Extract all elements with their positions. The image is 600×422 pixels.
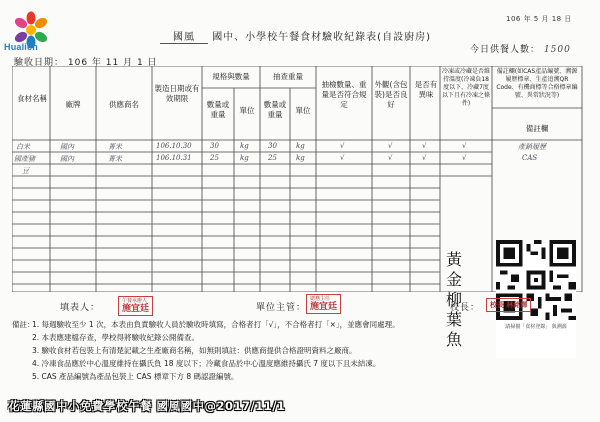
row2-supplier: 菁米 [108, 155, 122, 163]
col-header-notes-short: 備註欄 [525, 124, 549, 133]
fish-name: 黃金柳葉魚 [445, 250, 462, 349]
principal-label: 校長： [450, 303, 481, 313]
col-header-package: 外觀(含包裝)是否良好 [374, 80, 408, 109]
row2-temp: √ [462, 154, 467, 162]
row1-unit: kg [240, 142, 249, 150]
col-header-abnormal: 是否有異味 [414, 80, 438, 99]
row1-supplier: 菁米 [108, 143, 122, 151]
notes-block [12, 318, 592, 383]
photo-caption: 花蓮縣國中小免費學校午餐 國風國中@2017/11/1 [8, 399, 286, 413]
note-item: 5. CAS 產品編號為產品包裝上 CAS 標章下方 8 碼認證編號。 [32, 372, 239, 381]
col-header-check-unit: 單位 [295, 106, 311, 115]
row2-note: CAS [522, 154, 538, 162]
supply-count [470, 42, 571, 55]
title-text: 國中、小學校午餐食材驗收紀錄表(自設廚房) [212, 32, 431, 43]
col-header-temp: 冷凍或冷藏是否維持溫度(冷凍負18度以下，冷藏7度以下且有冷凍之條件) [442, 68, 491, 107]
supply-count-value: 1500 [543, 45, 571, 55]
row2-check-unit: kg [296, 154, 305, 162]
row1-amount: 30 [210, 142, 219, 150]
row2-mfg: 106.10.31 [156, 154, 192, 162]
row1-note: 產銷履歷 [518, 143, 546, 151]
note-item: 2. 本表應建檔存查，學校得將驗收紀錄公開備查。 [32, 333, 200, 342]
col-header-mfg: 製造日期或有效期限 [154, 84, 200, 103]
col-header-name: 食材名稱 [17, 94, 47, 103]
row2-brand: 國內 [60, 155, 74, 163]
col-header-notes: 備註欄(如CAS產品編號、溯源履歷標章、生產追溯QR Code、有機商標等合格標章編號、異常狀況等) [496, 68, 578, 99]
unit-stamp-top: 總務主任 [310, 296, 331, 302]
logo-text: Hualien [4, 42, 38, 52]
note-item: 4. 冷凍食品應於中心溫度維持在攝氏負 18 度以下；冷藏食品於中心溫度應維持攝氏 7 度以下且未結凍。 [32, 359, 381, 368]
filler-stamp-top: 午餐承辦人 [122, 298, 148, 304]
row2-name: 國產豬 [14, 155, 35, 163]
principal-stamp: 校長 林銘輝 [486, 298, 531, 312]
inspect-date-label: 驗收日期： [14, 58, 65, 68]
row1-brand: 國內 [60, 143, 74, 151]
row3-name: 豆 [22, 167, 29, 175]
unit-stamp-name: 施宜廷 [310, 302, 338, 312]
col-header-spec-amount: 數量或重量 [206, 100, 230, 119]
unit-stamp [306, 294, 341, 314]
filler-label: 填表人： [60, 303, 101, 313]
notes-label: 備註： [12, 320, 35, 329]
row2-abnormal: √ [422, 154, 427, 162]
col-header-conform: 抽檢數量、重量是否符合規定 [321, 80, 367, 109]
row2-check-amount: 25 [268, 154, 277, 162]
unit-label: 單位主管： [256, 303, 307, 313]
row2-conform: √ [340, 154, 345, 162]
supply-count-label: 今日供餐人數： [470, 45, 541, 55]
col-header-check-group: 抽查重量 [273, 72, 303, 81]
row2-amount: 25 [210, 154, 219, 162]
row1-conform: √ [340, 142, 345, 150]
filler-stamp [118, 296, 153, 316]
qr-note: 請掃描「食材登錄」 與溯源 [505, 324, 567, 330]
col-header-supplier: 供應商名 [109, 100, 139, 109]
col-header-spec-unit: 單位 [239, 106, 255, 115]
form-title [160, 28, 431, 44]
row2-package: √ [388, 154, 393, 162]
row1-temp: √ [462, 142, 467, 150]
row2-unit: kg [240, 154, 249, 162]
row1-check-amount: 30 [268, 142, 277, 150]
document-date: 106 年 5 月 18 日 [506, 15, 572, 23]
filler-stamp-name: 施宜廷 [122, 304, 150, 314]
row1-mfg: 106.10.30 [156, 142, 192, 150]
school-name: 國風 [160, 28, 208, 44]
col-header-check-amount: 數量或重量 [263, 100, 287, 119]
col-header-spec-group: 規格與數量 [212, 72, 250, 81]
row1-check-unit: kg [296, 142, 305, 150]
row1-name: 白米 [16, 143, 30, 151]
inspect-date-value: 106 年 11 月 1 日 [67, 58, 158, 68]
note-item: 3. 驗收食材若包裝上有清楚記載之生產廠商名稱，如無則填註：供應商提供合格證明資料之廠商。 [32, 346, 357, 355]
row1-package: √ [388, 142, 393, 150]
row1-abnormal: √ [422, 142, 427, 150]
note-item: 1. 每週驗收至少 1 次，本表由負責驗收人員於驗收時填寫，合格者打「√」，不合格者打「×」，並應會同處理。 [32, 320, 400, 329]
col-header-brand: 廠牌 [65, 100, 81, 109]
